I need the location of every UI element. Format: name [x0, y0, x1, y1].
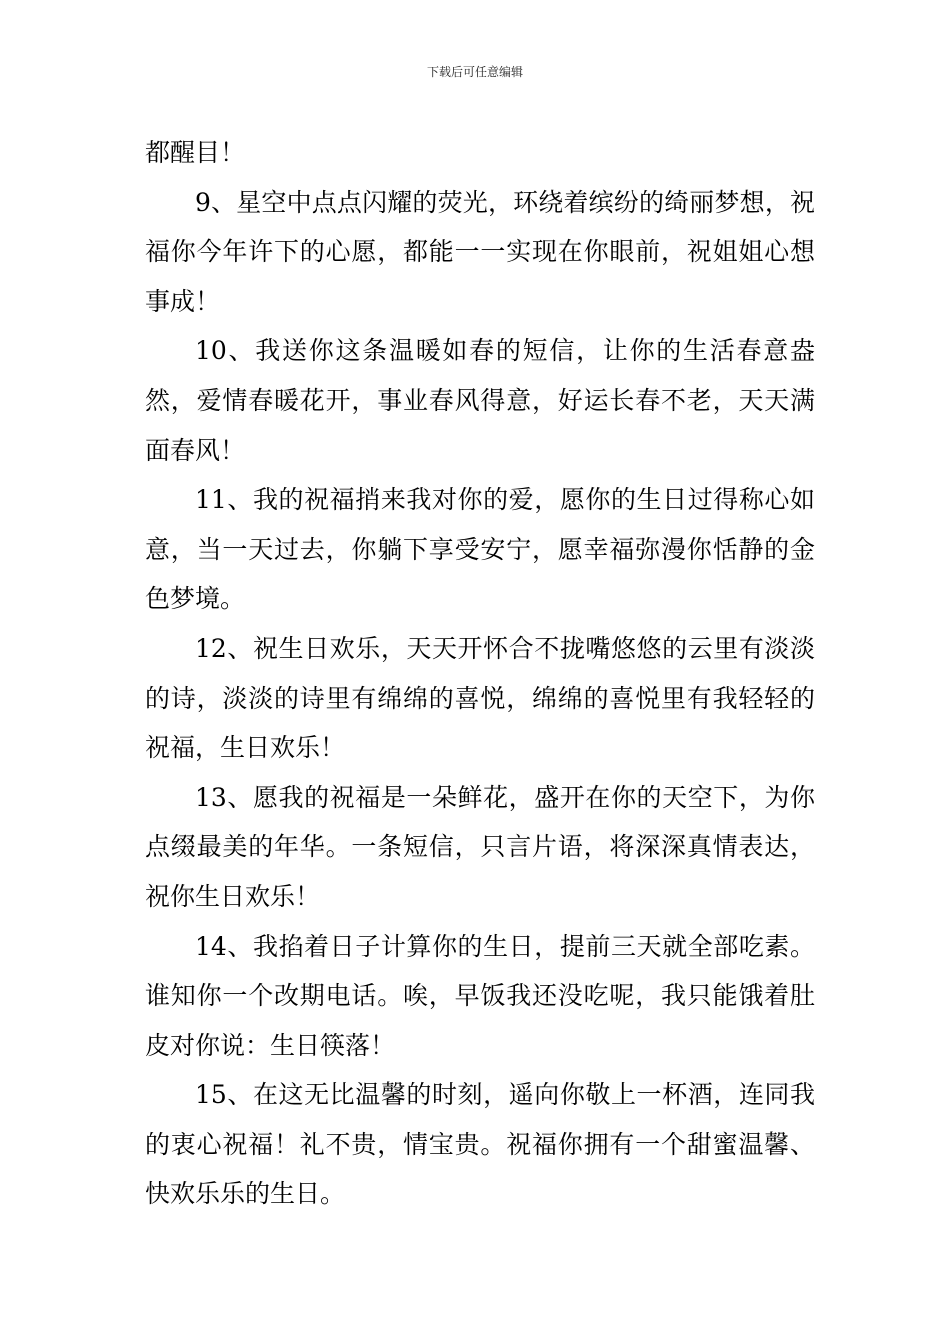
- paragraph-item-12: 12、祝生日欢乐，天天开怀合不拢嘴悠悠的云里有淡淡的诗，淡淡的诗里有绵绵的喜悦，绵绵的喜悦里有我轻轻的祝福，生日欢乐！: [145, 633, 815, 763]
- paragraph-item-15: 15、在这无比温馨的时刻，遥向你敬上一杯酒，连同我的衷心祝福！礼不贵，情宝贵。祝福你拥有一个甜蜜温馨、快欢乐乐的生日。: [145, 1080, 815, 1209]
- document-body: [145, 128, 815, 1219]
- paragraph-item-11: 11、我的祝福捎来我对你的爱，愿你的生日过得称心如意，当一天过去，你躺下享受安宁，愿幸福弥漫你恬静的金色梦境。: [145, 485, 815, 614]
- paragraph-item-13: 13、愿我的祝福是一朵鲜花，盛开在你的天空下，为你点缀最美的年华。一条短信，只言片语，将深深真情表达，祝你生日欢乐！: [145, 782, 815, 911]
- header-note: 下载后可任意编辑: [426, 65, 523, 79]
- paragraph-item-10: 10、我送你这条温暖如春的短信，让你的生活春意盎然，爱情春暖花开，事业春风得意，好运长春不老，天天满面春风！: [145, 336, 815, 465]
- paragraph-item-9: 9、星空中点点闪耀的荧光，环绕着缤纷的绮丽梦想，祝福你今年许下的心愿，都能一一实现在你眼前，祝姐姐心想事成！: [145, 187, 815, 316]
- paragraph-item-14: 14、我掐着日子计算你的生日，提前三天就全部吃素。谁知你一个改期电话。唉，早饭我还没吃呢，我只能饿着肚皮对你说：生日筷落！: [145, 931, 815, 1060]
- paragraph-continuation: 都醒目！: [145, 138, 246, 167]
